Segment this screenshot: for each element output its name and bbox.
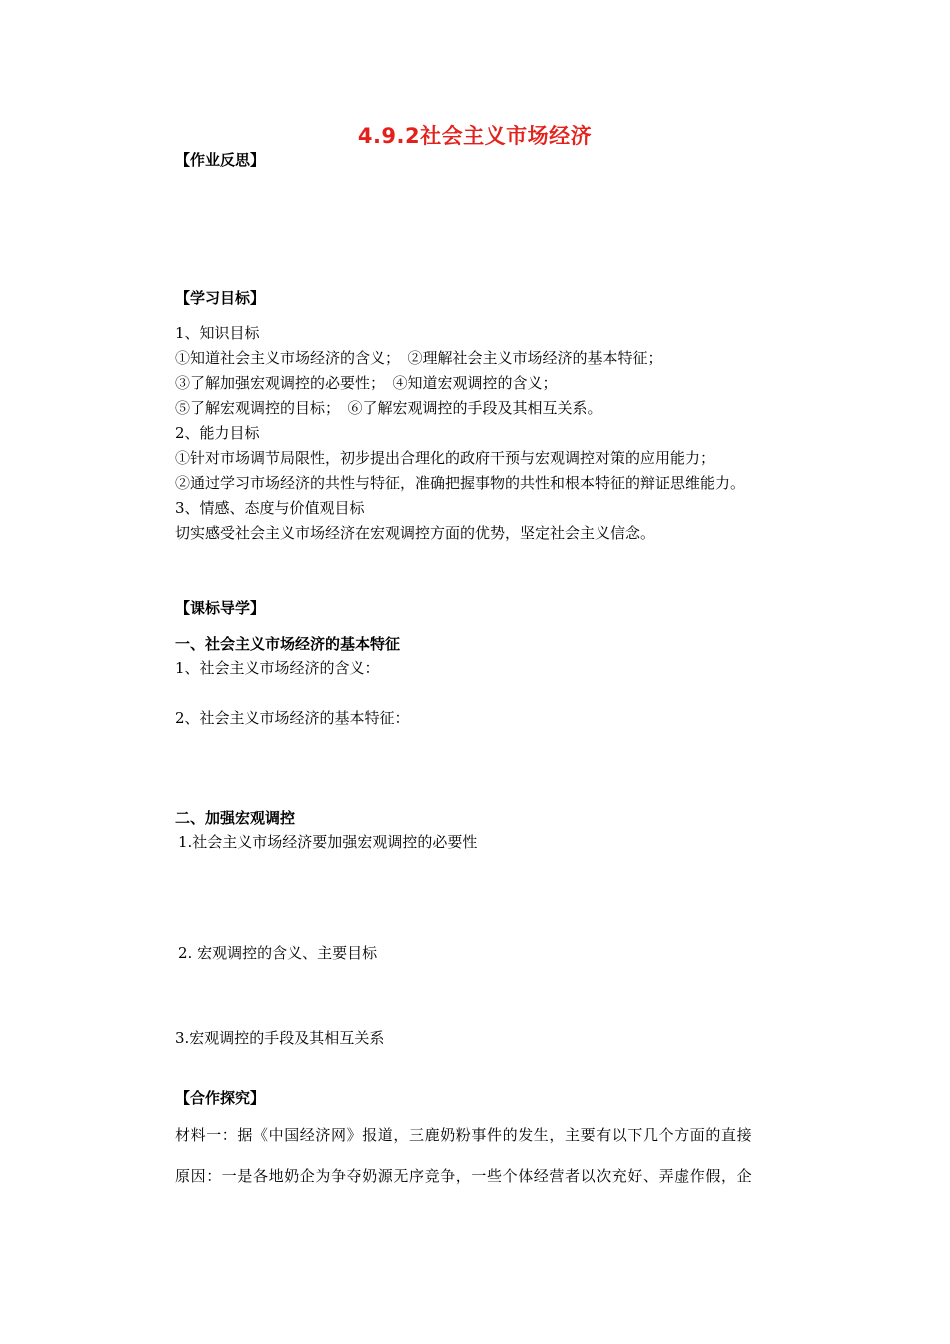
- material-one-line-2: 原因：一是各地奶企为争夺奶源无序竞争，一些个体经营者以次充好、弄虚作假，企: [175, 1167, 753, 1185]
- emotion-goal-line-1: 切实感受社会主义市场经济在宏观调控方面的优势，坚定社会主义信念。: [175, 524, 656, 542]
- part-one-title: 一、社会主义市场经济的基本特征: [175, 635, 401, 653]
- section-heading-homework-reflection: 【作业反思】: [175, 151, 266, 169]
- knowledge-goal-title: 1、知识目标: [175, 324, 260, 342]
- material-one-line-1: 材料一：据《中国经济网》报道，三鹿奶粉事件的发生，主要有以下几个方面的直接: [175, 1126, 753, 1144]
- ability-goal-title: 2、能力目标: [175, 424, 260, 442]
- knowledge-goal-line-1: ①知道社会主义市场经济的含义； ②理解社会主义市场经济的基本特征；: [175, 349, 663, 367]
- ability-goal-line-1: ①针对市场调节局限性，初步提出合理化的政府干预与宏观调控对策的应用能力；: [175, 449, 716, 467]
- part-two-question-1: 1.社会主义市场经济要加强宏观调控的必要性: [178, 833, 478, 851]
- part-two-question-2: 2. 宏观调控的含义、主要目标: [178, 944, 378, 962]
- part-two-title: 二、加强宏观调控: [175, 809, 296, 827]
- part-one-question-1: 1、社会主义市场经济的含义：: [175, 659, 380, 677]
- page-title: 4.9.2社会主义市场经济: [357, 124, 593, 148]
- part-one-question-2: 2、社会主义市场经济的基本特征：: [175, 709, 410, 727]
- section-heading-learning-goals: 【学习目标】: [175, 289, 266, 307]
- ability-goal-line-2: ②通过学习市场经济的共性与特征，准确把握事物的共性和根本特征的辩证思维能力。: [175, 474, 746, 492]
- section-heading-guided-study: 【课标导学】: [175, 599, 266, 617]
- section-heading-cooperative-inquiry: 【合作探究】: [175, 1089, 266, 1107]
- knowledge-goal-line-2: ③了解加强宏观调控的必要性； ④知道宏观调控的含义；: [175, 374, 558, 392]
- knowledge-goal-line-3: ⑤了解宏观调控的目标； ⑥了解宏观调控的手段及其相互关系。: [175, 399, 603, 417]
- emotion-goal-title: 3、情感、态度与价值观目标: [175, 499, 365, 517]
- part-two-question-3: 3.宏观调控的手段及其相互关系: [175, 1029, 385, 1047]
